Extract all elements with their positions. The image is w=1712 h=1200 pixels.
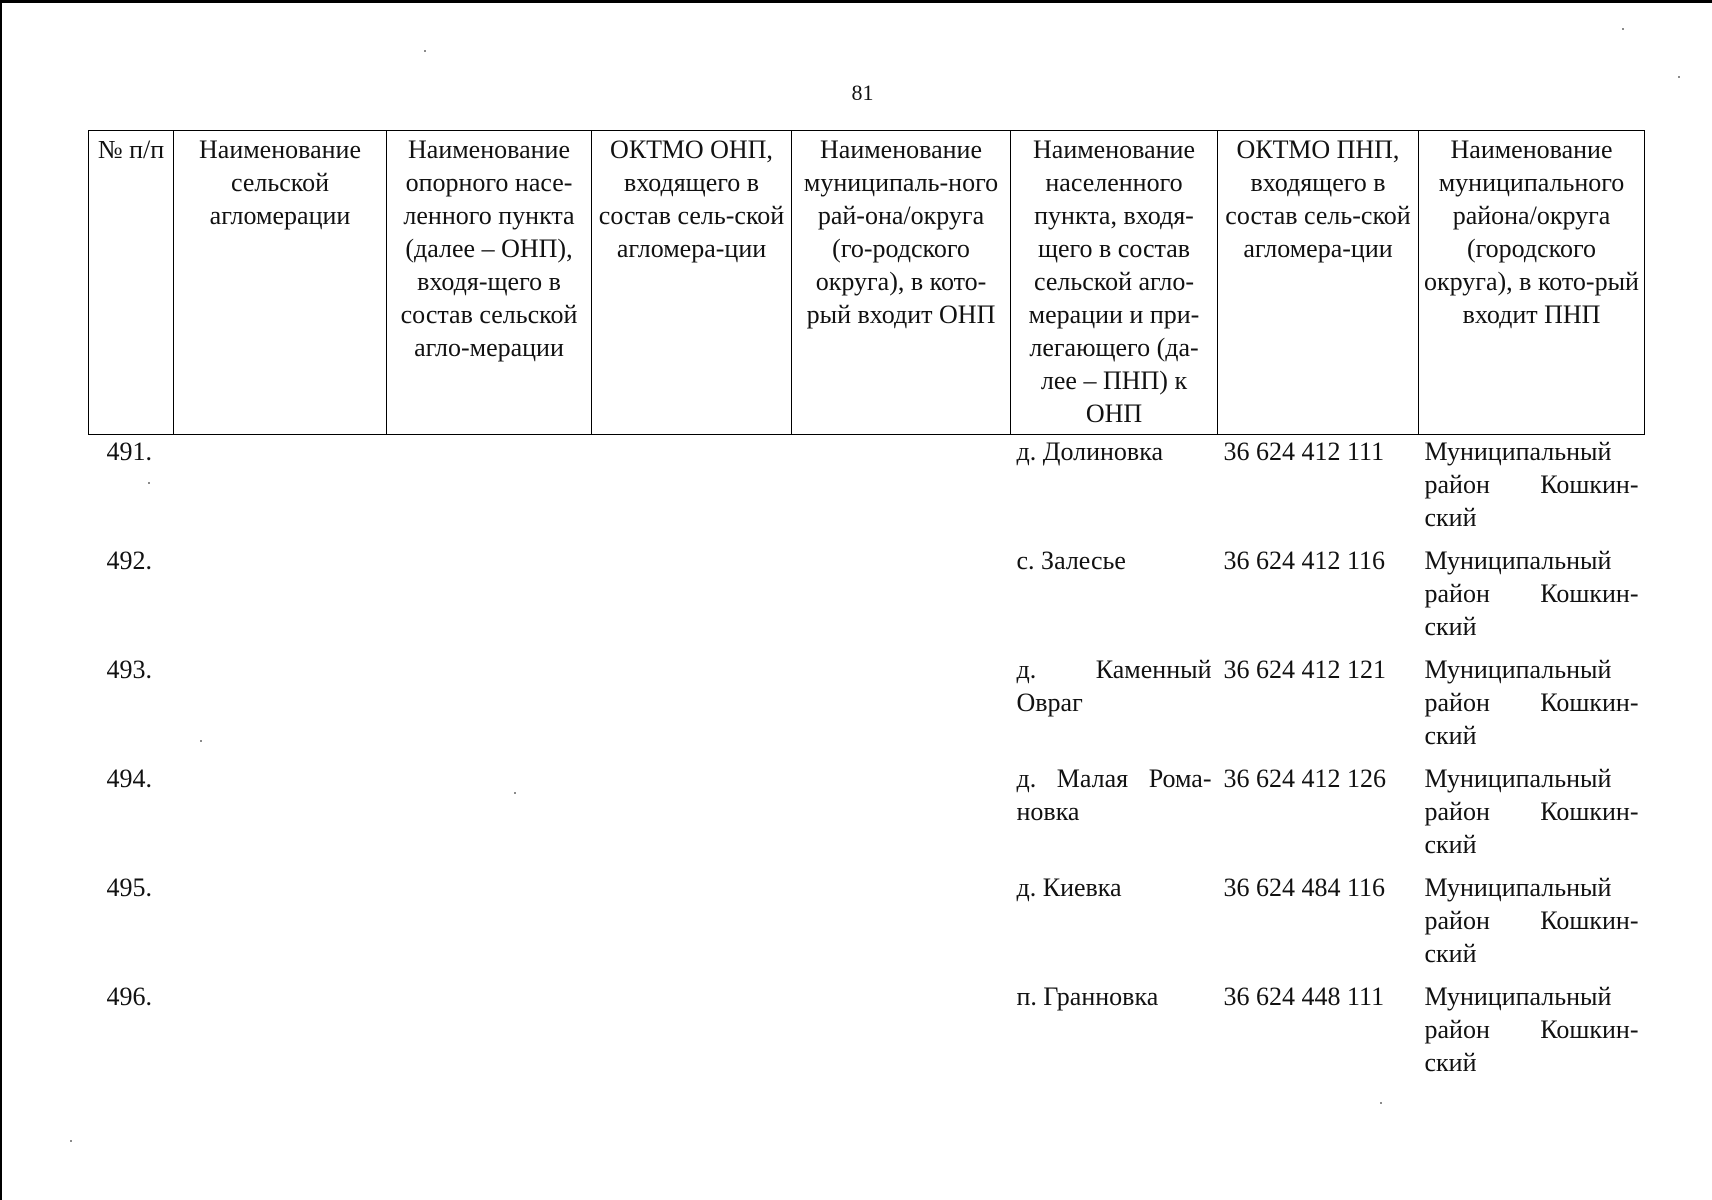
header-row [89,131,1645,435]
scan-speck [1622,28,1624,30]
cell-pnp-oktmo: 36 624 484 116 [1223,873,1386,902]
scan-speck [1380,1102,1382,1104]
cell-pnp-oktmo: 36 624 412 116 [1223,546,1386,575]
table-row [89,435,1645,545]
cell-onp-district [792,762,1011,871]
scan-speck [148,482,150,484]
cell-agglomeration [174,653,387,762]
scan-speck [514,792,516,794]
scan-speck [424,50,426,52]
table-row [89,762,1645,871]
agglomeration-table [88,130,1645,1089]
cell-onp-oktmo [592,980,792,1089]
cell-onp-oktmo [592,762,792,871]
cell-agglomeration [174,871,387,980]
header-onp-name: Наименование опорного насе-ленного пункта (далее – ОНП), входя-щего в состав сельской агло-мерации [387,131,592,435]
cell-onp-oktmo [592,871,792,980]
cell-agglomeration [174,762,387,871]
row-number: 496. [106,982,152,1011]
cell-pnp-oktmo: 36 624 412 111 [1223,437,1385,466]
cell-onp-name [387,980,592,1089]
scan-speck [1678,76,1680,78]
table-row [89,653,1645,762]
header-agglomeration: Наименование сельской агломерации [174,131,387,435]
row-number: 491. [106,437,152,466]
cell-pnp-district: Муниципальный район Кошкин-ский [1424,437,1639,532]
header-pnp-oktmo: ОКТМО ПНП, входящего в состав сель-ской агломера-ции [1218,131,1419,435]
table-body [89,435,1645,1090]
cell-onp-district [792,871,1011,980]
row-number: 493. [106,655,152,684]
header-number: № п/п [89,131,174,435]
cell-agglomeration [174,544,387,653]
cell-pnp-oktmo: 36 624 412 126 [1223,764,1386,793]
cell-agglomeration [174,435,387,545]
scan-speck [200,740,202,742]
cell-onp-oktmo [592,653,792,762]
cell-onp-name [387,544,592,653]
header-onp-district: Наименование муниципаль-ного рай-она/округа (го-родского округа), в кото-рый входит ОНП [792,131,1011,435]
table-header [89,131,1645,435]
row-number: 495. [106,873,152,902]
cell-pnp-oktmo: 36 624 412 121 [1223,655,1386,684]
cell-pnp-oktmo: 36 624 448 111 [1223,982,1385,1011]
header-pnp-name: Наименование населенного пункта, входя-щего в состав сельской агло-мерации и при-легающего (да-лее – ПНП) к ОНП [1011,131,1218,435]
cell-pnp-district: Муниципальный район Кошкин-ский [1424,546,1639,641]
table-row [89,544,1645,653]
cell-pnp-name: д. Малая Рома-новка [1016,764,1212,826]
cell-onp-district [792,653,1011,762]
cell-onp-name [387,871,592,980]
row-number: 494. [106,764,152,793]
cell-pnp-name: д. Долиновка [1016,437,1163,466]
scan-speck [70,1140,72,1142]
table-row [89,871,1645,980]
cell-onp-district [792,544,1011,653]
cell-pnp-district: Муниципальный район Кошкин-ский [1424,764,1639,859]
cell-pnp-district: Муниципальный район Кошкин-ский [1424,873,1639,968]
cell-pnp-district: Муниципальный район Кошкин-ский [1424,982,1639,1077]
header-onp-oktmo: ОКТМО ОНП, входящего в состав сель-ской агломера-ции [592,131,792,435]
table-row [89,980,1645,1089]
cell-pnp-name: д. Киевка [1016,873,1122,902]
page-number: 81 [851,80,874,105]
cell-onp-oktmo [592,435,792,545]
header-pnp-district: Наименование муниципального района/округа (городского округа), в кото-рый входит ПНП [1419,131,1645,435]
cell-pnp-name: д. Каменный Овраг [1016,655,1212,717]
cell-onp-name [387,762,592,871]
cell-onp-name [387,653,592,762]
cell-pnp-name: с. Залесье [1016,546,1126,575]
cell-onp-district [792,435,1011,545]
cell-onp-oktmo [592,544,792,653]
cell-onp-district [792,980,1011,1089]
row-number: 492. [106,546,152,575]
cell-pnp-district: Муниципальный район Кошкин-ский [1424,655,1639,750]
cell-pnp-name: п. Гранновка [1016,982,1159,1011]
cell-agglomeration [174,980,387,1089]
cell-onp-name [387,435,592,545]
